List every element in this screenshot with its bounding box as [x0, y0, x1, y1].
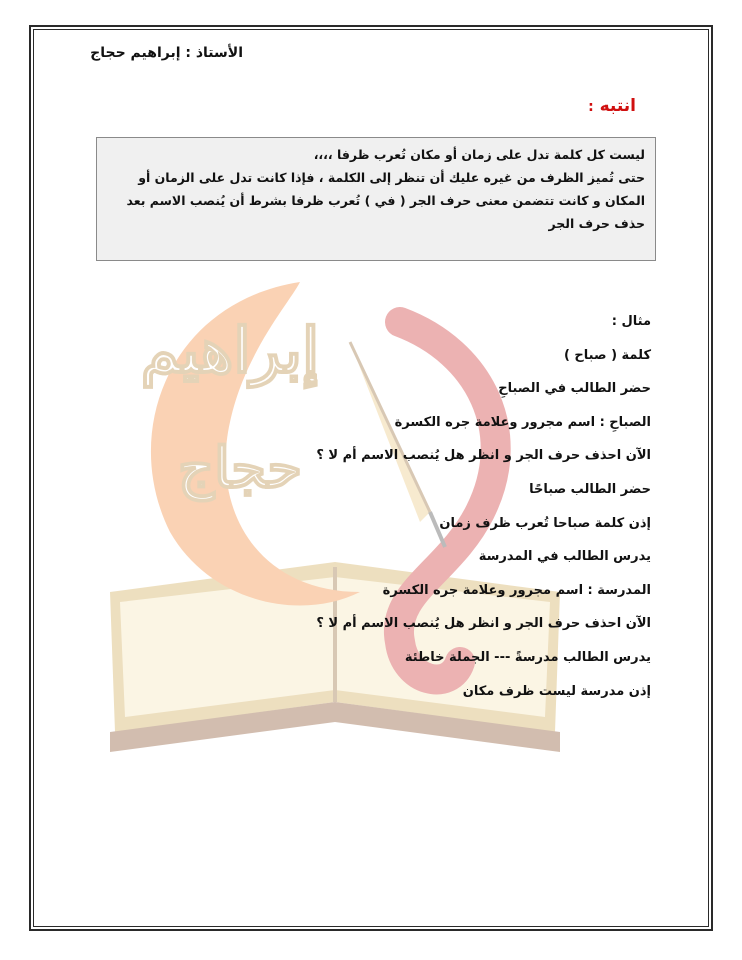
attention-colon: : — [588, 99, 594, 115]
watermark-text-top: إبراهيم — [140, 314, 320, 387]
example-line: مثال : — [611, 314, 651, 329]
watermark-text-bottom: حجاج — [178, 435, 302, 501]
attention-heading — [588, 96, 636, 116]
example-line: إذن كلمة صباحا تُعرب ظرف زمان — [439, 515, 651, 531]
example-section — [151, 305, 651, 708]
example-line: إذن مدرسة ليست ظرف مكان — [462, 683, 651, 699]
example-line: المدرسة : اسم مجرور وعلامة جره الكسرة — [382, 582, 651, 598]
example-line: حضر الطالب في الصباحِ — [498, 381, 651, 397]
example-line: يدرس الطالب مدرسةً --- الجملة خاطئة — [404, 649, 651, 665]
note-paragraph: حتى تُميز الظرف من غيره عليك أن تنظر إلى الكلمة ، فإذا كانت تدل على الزمان أو المكان و كانت تتضمن معنى حرف الجر ( في ) تُعرب ظرفا بشرط أن يُنصب الاسم بعد حذف حرف الجر — [126, 170, 645, 231]
example-line: يدرس الطالب في المدرسة — [478, 549, 651, 565]
note-box — [96, 137, 656, 261]
example-line: كلمة ( صباح ) — [563, 347, 651, 363]
teacher-name: الأستاذ : إبراهيم حجاج — [90, 45, 243, 61]
example-line: حضر الطالب صباحًا — [529, 481, 651, 497]
example-line: الآن احذف حرف الجر و انظر هل يُنصب الاسم أم لا ؟ — [316, 448, 651, 464]
note-line-1: ليست كل كلمة تدل على زمان أو مكان تُعرب ظرفا ،،،، — [313, 147, 645, 162]
example-line: الآن احذف حرف الجر و انظر هل يُنصب الاسم أم لا ؟ — [316, 616, 651, 632]
attention-label: انتبه — [599, 96, 636, 116]
example-line: الصباحِ : اسم مجرور وعلامة جره الكسرة — [394, 414, 651, 430]
